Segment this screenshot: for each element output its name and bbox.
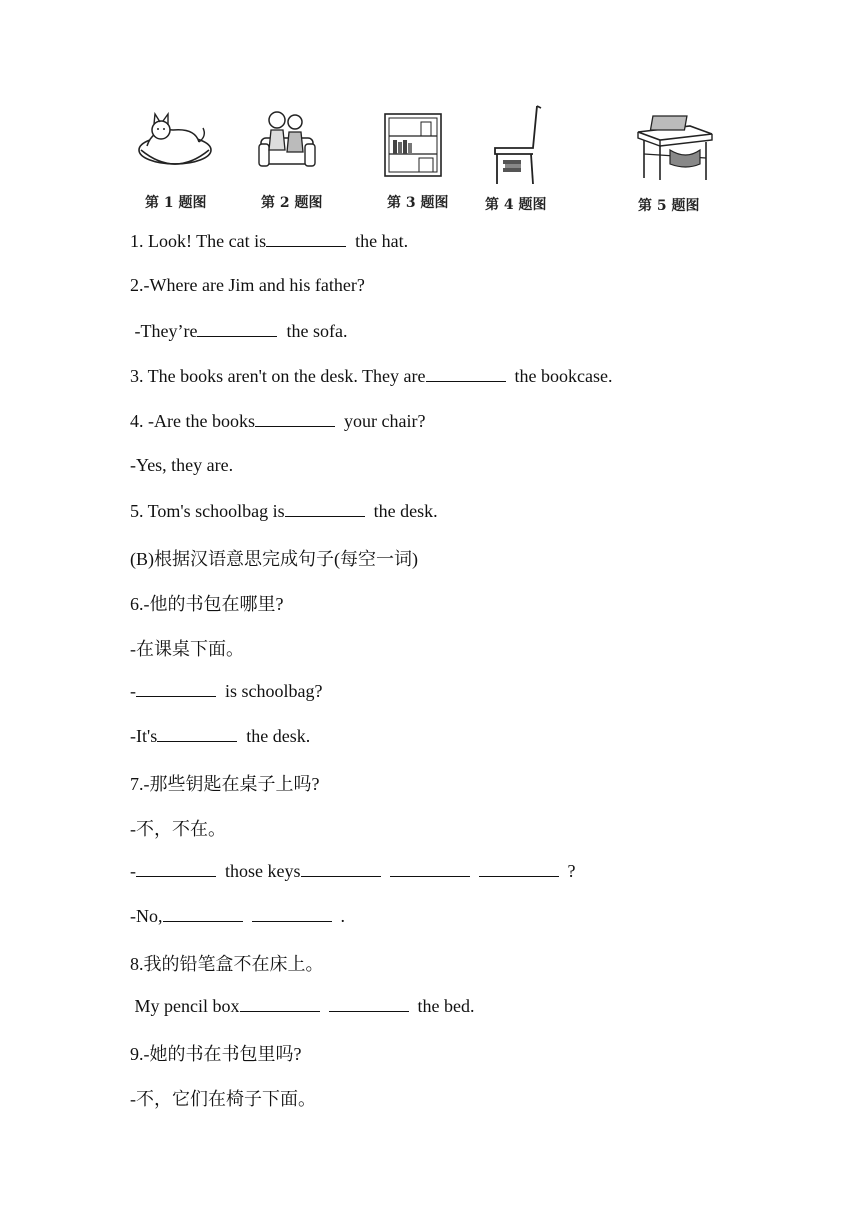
line-text: -	[130, 681, 136, 701]
picture-caption-5: 第 5 题图	[638, 198, 700, 214]
bookcase-picture	[383, 112, 443, 178]
line-text: 8.我的铅笔盒不在床上。	[130, 954, 324, 974]
picture-caption-4: 第 4 题图	[485, 197, 547, 213]
exercise-line	[130, 1040, 301, 1066]
chair-with-books-picture	[487, 104, 547, 186]
line-text: 7.-那些钥匙在桌子上吗?	[130, 774, 320, 794]
line-text: 5. Tom's schoolbag is	[130, 501, 285, 521]
exercise-line	[130, 410, 425, 432]
line-text: -No,	[130, 906, 163, 926]
answer-blank[interactable]	[163, 905, 243, 922]
exercise-line	[130, 815, 226, 841]
answer-blank[interactable]	[390, 860, 470, 877]
line-text: 3. The books aren't on the desk. They are	[130, 366, 426, 386]
answer-blank[interactable]	[240, 995, 320, 1012]
line-text: -不，不在。	[130, 819, 226, 839]
line-text: the bookcase.	[514, 366, 613, 386]
line-text: ?	[567, 861, 576, 881]
line-text: -They’re	[130, 321, 198, 341]
people-on-sofa-picture	[257, 100, 317, 175]
line-text: those keys	[225, 861, 301, 881]
picture-strip	[125, 100, 725, 215]
line-text: the sofa.	[286, 321, 348, 341]
line-text: -Yes, they are.	[130, 455, 234, 475]
line-text: -在课桌下面。	[130, 639, 244, 659]
exercise-line	[130, 1085, 316, 1111]
exercise-line	[130, 725, 310, 747]
line-text: -It's	[130, 726, 158, 746]
picture-caption-3: 第 3 题图	[387, 195, 449, 211]
cat-on-hat-picture	[133, 100, 213, 175]
exercise-line	[130, 320, 347, 342]
answer-blank[interactable]	[157, 725, 237, 742]
answer-blank[interactable]	[252, 905, 332, 922]
line-text: 6.-他的书包在哪里?	[130, 594, 284, 614]
answer-blank[interactable]	[255, 410, 335, 427]
line-text: the desk.	[246, 726, 311, 746]
line-text: -	[130, 861, 136, 881]
exercise-line	[130, 590, 283, 616]
exercise-line	[130, 995, 474, 1017]
exercise-line	[130, 455, 233, 476]
picture-caption-2: 第 2 题图	[261, 195, 323, 211]
line-text: is schoolbag?	[225, 681, 323, 701]
exercise-line	[130, 275, 365, 296]
line-text: your chair?	[343, 411, 426, 431]
answer-blank[interactable]	[136, 680, 216, 697]
exercise-line	[130, 680, 322, 702]
exercise-line	[130, 365, 612, 387]
answer-blank[interactable]	[197, 320, 277, 337]
answer-blank[interactable]	[301, 860, 381, 877]
desk-with-schoolbag-picture	[630, 110, 714, 182]
picture-caption-1: 第 1 题图	[145, 195, 207, 211]
exercise-line	[130, 770, 319, 796]
line-text: the bed.	[417, 996, 475, 1016]
exercise-line	[130, 950, 324, 976]
answer-blank[interactable]	[266, 230, 346, 247]
line-text: the hat.	[355, 231, 409, 251]
exercise-line	[130, 500, 438, 522]
answer-blank[interactable]	[136, 860, 216, 877]
exercise-line	[130, 230, 408, 252]
line-text: .	[340, 906, 345, 926]
exercise-line	[130, 545, 418, 571]
line-text: 9.-她的书在书包里吗?	[130, 1044, 302, 1064]
answer-blank[interactable]	[479, 860, 559, 877]
line-text: My pencil box	[130, 996, 240, 1016]
line-text: 2.-Where are Jim and his father?	[130, 275, 365, 295]
answer-blank[interactable]	[285, 500, 365, 517]
line-text: (B)根据汉语意思完成句子(每空一词)	[130, 549, 418, 569]
exercise-line	[130, 635, 244, 661]
exercise-line	[130, 905, 345, 927]
exercise-line	[130, 860, 576, 882]
line-text: the desk.	[373, 501, 438, 521]
answer-blank[interactable]	[426, 365, 506, 382]
answer-blank[interactable]	[329, 995, 409, 1012]
line-text: -不，它们在椅子下面。	[130, 1089, 316, 1109]
line-text: 4. -Are the books	[130, 411, 255, 431]
line-text: 1. Look! The cat is	[130, 231, 267, 251]
